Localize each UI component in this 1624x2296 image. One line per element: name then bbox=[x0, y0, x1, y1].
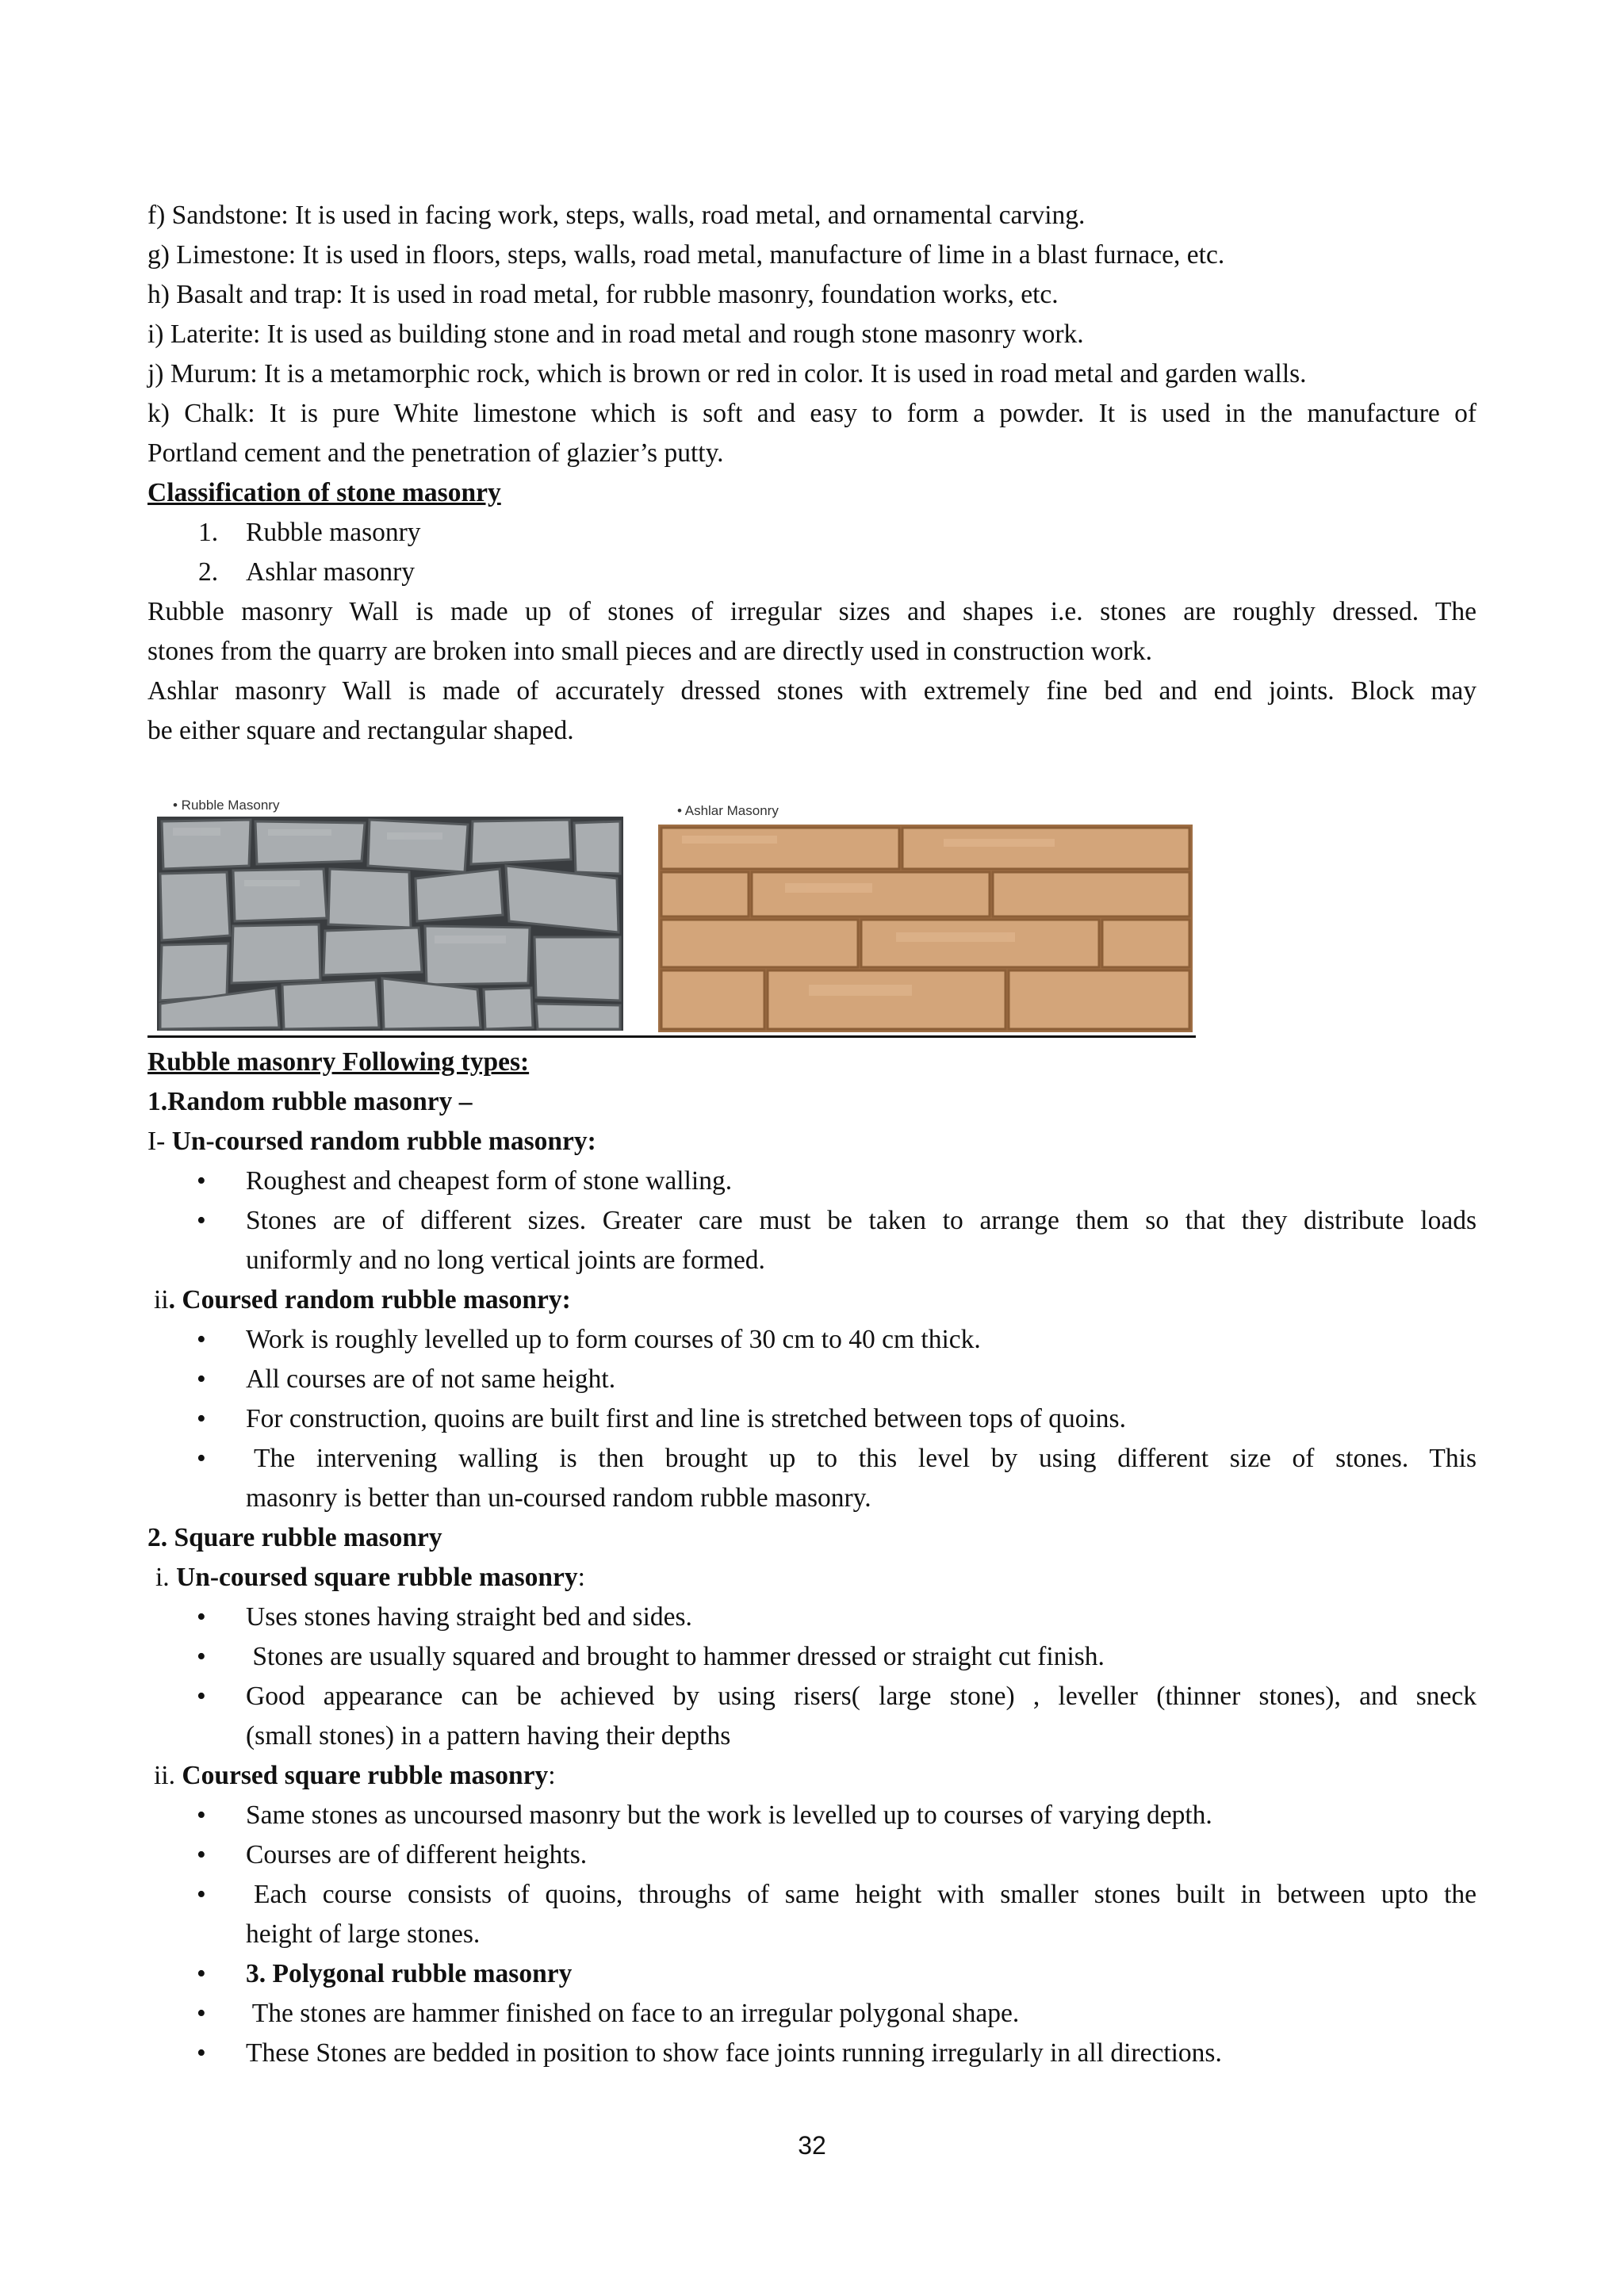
bullet-marker: • bbox=[197, 1880, 206, 1909]
bullet-marker: • bbox=[197, 1602, 206, 1632]
uses-item-i: i) Laterite: It is used as building stone and in road metal and rough stone masonry work. bbox=[147, 320, 1084, 349]
coursed-random-title: . Coursed random rubble masonry: bbox=[168, 1285, 571, 1314]
bullet-marker: • bbox=[197, 1999, 206, 2028]
bullet-marker: • bbox=[197, 1364, 206, 1394]
bullet-text: All courses are of not same height. bbox=[246, 1364, 616, 1394]
uses-item-k: k) Chalk: It is pure White limestone which is soft and easy to form a powder. It is used in the manufacture of bbox=[147, 399, 1477, 428]
rubble-masonry-image bbox=[157, 817, 623, 1031]
ashlar-image-caption: • Ashlar Masonry bbox=[677, 803, 779, 818]
square-rubble-heading: 2. Square rubble masonry bbox=[147, 1523, 442, 1552]
bullet-marker: • bbox=[197, 1800, 206, 1830]
rubble-definition-line-1: Rubble masonry Wall is made up of stones of irregular sizes and shapes i.e. stones are roughly dressed. The bbox=[147, 597, 1477, 626]
bullet-text-cont: height of large stones. bbox=[246, 1919, 481, 1949]
bullet-text: Roughest and cheapest form of stone walling. bbox=[246, 1166, 733, 1196]
bullet-text: Each course consists of quoins, throughs of same height with smaller stones built in between upto the bbox=[254, 1880, 1477, 1909]
bullet-text: Uses stones having straight bed and sides. bbox=[246, 1602, 692, 1632]
page-number: 32 bbox=[798, 2131, 826, 2160]
uncoursed-square-heading bbox=[155, 1558, 1484, 1598]
uncoursed-square-suffix: : bbox=[577, 1563, 585, 1592]
classification-num-1: 1. bbox=[198, 518, 219, 547]
uncoursed-square-prefix: i. bbox=[155, 1563, 177, 1592]
uses-item-g: g) Limestone: It is used in floors, steps, walls, road metal, manufacture of lime in a blast furnace, etc. bbox=[147, 240, 1225, 270]
bullet-text-cont: uniformly and no long vertical joints are formed. bbox=[246, 1246, 765, 1275]
coursed-random-prefix: ii bbox=[154, 1285, 169, 1314]
bullet-text: Stones are usually squared and brought to hammer dressed or straight cut finish. bbox=[246, 1642, 1105, 1671]
classification-heading: Classification of stone masonry bbox=[147, 478, 501, 507]
bullet-marker: • bbox=[197, 1959, 206, 1988]
uses-item-f: f) Sandstone: It is used in facing work, steps, walls, road metal, and ornamental carving. bbox=[147, 201, 1086, 230]
polygonal-rubble-heading: 3. Polygonal rubble masonry bbox=[246, 1959, 573, 1988]
rubble-definition-line-2: stones from the quarry are broken into small pieces and are directly used in construction work. bbox=[147, 637, 1153, 666]
ashlar-definition-line-1: Ashlar masonry Wall is made of accurately dressed stones with extremely fine bed and end joints. Block may bbox=[147, 676, 1477, 706]
bullet-text: The intervening walling is then brought up to this level by using different size of stones. This bbox=[254, 1444, 1477, 1473]
ashlar-definition-line-2: be either square and rectangular shaped. bbox=[147, 716, 574, 745]
random-rubble-heading: 1.Random rubble masonry – bbox=[147, 1087, 473, 1116]
types-heading: Rubble masonry Following types: bbox=[147, 1047, 530, 1077]
bullet-marker: • bbox=[197, 1682, 206, 1711]
bullet-text: These Stones are bedded in position to show face joints running irregularly in all directions. bbox=[246, 2038, 1222, 2068]
bullet-text: Stones are of different sizes. Greater care must be taken to arrange them so that they distribute loads bbox=[246, 1206, 1477, 1235]
image-divider-rule bbox=[147, 1035, 1196, 1038]
uses-item-j: j) Murum: It is a metamorphic rock, which is brown or red in color. It is used in road metal and garden walls. bbox=[147, 359, 1307, 388]
uses-item-h: h) Basalt and trap: It is used in road metal, for rubble masonry, foundation works, etc. bbox=[147, 280, 1059, 309]
bullet-text: Same stones as uncoursed masonry but the work is levelled up to courses of varying depth. bbox=[246, 1800, 1212, 1830]
uses-item-k-cont: Portland cement and the penetration of glazier’s putty. bbox=[147, 438, 724, 468]
bullet-text: Courses are of different heights. bbox=[246, 1840, 588, 1869]
coursed-random-heading bbox=[154, 1280, 1483, 1320]
bullet-marker: • bbox=[197, 1325, 206, 1354]
bullet-marker: • bbox=[197, 1840, 206, 1869]
bullet-marker: • bbox=[197, 1166, 206, 1196]
classification-item-1: Rubble masonry bbox=[246, 518, 421, 547]
coursed-square-heading bbox=[154, 1756, 1483, 1796]
bullet-marker: • bbox=[197, 2038, 206, 2068]
classification-item-2: Ashlar masonry bbox=[246, 557, 416, 587]
bullet-text: Good appearance can be achieved by using risers( large stone) , leveller (thinner stones), and sneck bbox=[246, 1682, 1477, 1711]
uncoursed-random-prefix: I- bbox=[147, 1127, 172, 1156]
coursed-square-prefix: ii. bbox=[154, 1761, 182, 1790]
bullet-text-cont: masonry is better than un-coursed random rubble masonry. bbox=[246, 1483, 871, 1513]
uncoursed-random-title: Un-coursed random rubble masonry: bbox=[171, 1127, 596, 1156]
bullet-text: The stones are hammer finished on face to an irregular polygonal shape. bbox=[246, 1999, 1020, 2028]
classification-num-2: 2. bbox=[198, 557, 219, 587]
uncoursed-random-heading bbox=[147, 1122, 1477, 1161]
bullet-text: Work is roughly levelled up to form courses of 30 cm to 40 cm thick. bbox=[246, 1325, 981, 1354]
coursed-square-suffix: : bbox=[548, 1761, 556, 1790]
rubble-image-caption: • Rubble Masonry bbox=[173, 798, 280, 813]
ashlar-masonry-image bbox=[658, 825, 1193, 1032]
uncoursed-square-title: Un-coursed square rubble masonry bbox=[176, 1563, 578, 1592]
bullet-marker: • bbox=[197, 1206, 206, 1235]
coursed-square-title: Coursed square rubble masonry bbox=[182, 1761, 549, 1790]
bullet-marker: • bbox=[197, 1642, 206, 1671]
bullet-text-cont: (small stones) in a pattern having their depths bbox=[246, 1721, 731, 1751]
bullet-marker: • bbox=[197, 1444, 206, 1473]
bullet-marker: • bbox=[197, 1404, 206, 1433]
bullet-text: For construction, quoins are built first and line is stretched between tops of quoins. bbox=[246, 1404, 1126, 1433]
